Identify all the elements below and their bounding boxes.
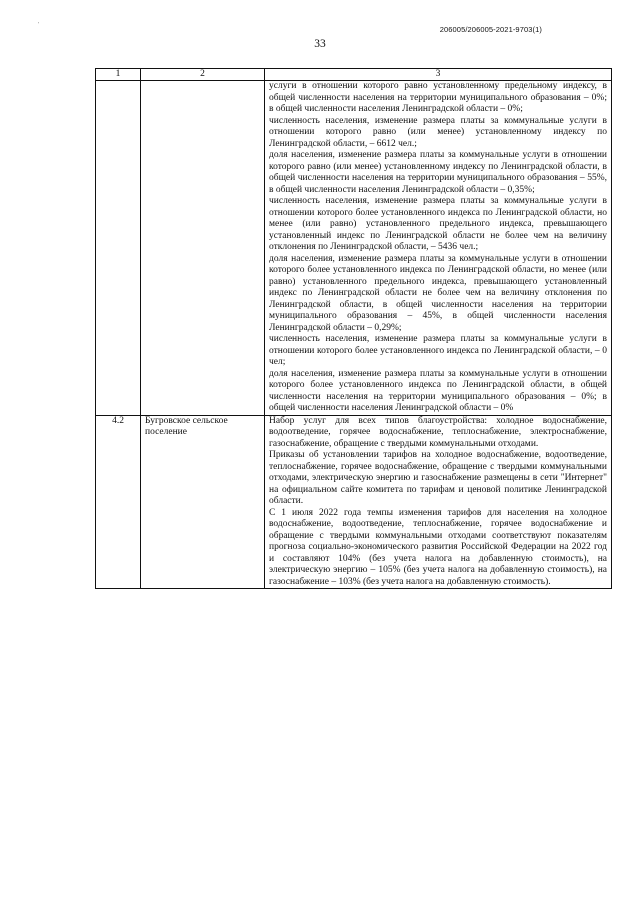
data-table <box>95 68 612 589</box>
paragraph: численность населения, изменение размера платы за коммунальные услуги в отношении которого равно (или менее) установленному индексу по Ленинградской области, – 6612 чел.; <box>269 115 607 149</box>
row-number <box>96 81 141 416</box>
paragraph: доля населения, изменение размера платы за коммунальные услуги в отношении которого более установленного индекса по Ленинградской области, в общей численности населения на территории муниципального образования – 0%; в общей численности населения Ленинградской области – 0% <box>269 368 607 413</box>
paragraph: услуги в отношении которого равно установленному предельному индексу, в общей численности населения на территории муниципального образования – 0%; в общей численности населения Ленинградской области – 0%; <box>269 81 607 114</box>
paragraph: Приказы об установлении тарифов на холодное водоснабжение, водоотведение, теплоснабжение, горячее водоснабжение, обращение с твердыми коммунальными отходами, электрическую энергию и газоснабжение размещены в сети "Интернет" на официальном сайте комитета по тарифам и ценовой политике Ленинградской области. <box>269 450 607 506</box>
table-row <box>96 81 612 416</box>
column-number: 2 <box>141 69 265 81</box>
column-number-row <box>96 69 612 81</box>
column-number: 1 <box>96 69 141 81</box>
paragraph: численность населения, изменение размера платы за коммунальные услуги в отношении которого более установленного индекса по Ленинградской области, – 0 чел; <box>269 334 607 367</box>
document-code: 206005/206005-2021-9703(1) <box>439 25 542 34</box>
paragraph: Набор услуг для всех типов благоустройства: холодное водоснабжение, водоотведение, горячее водоснабжение, теплоснабжение, электроснабжение, газоснабжение, обращение с твердыми коммунальными отходами. <box>269 415 607 449</box>
row-number: 4.2 <box>96 415 141 589</box>
row-content <box>265 415 612 589</box>
paragraph: С 1 июля 2022 года темпы изменения тарифов для населения на холодное водоснабжение, водоотведение, теплоснабжение, горячее водоснабжение и обращение с твердыми коммунальными отходами соответствуют показателям прогноза социально-экономического развития Российской Федерации на 2022 год и составляют 104% (без учета налога на добавленную стоимость), на электрическую энергию – 105% (без учета налога на добавленную стоимость), на газоснабжение – 103% (без учета налога на добавленную стоимость). <box>269 507 607 587</box>
table-row <box>96 415 612 589</box>
paragraph: доля населения, изменение размера платы за коммунальные услуги в отношении которого равно (или менее) установленному индексу по Ленинградской области, в общей численности населения на территории муниципального образования – 55%, в общей численности населения Ленинградской области – 0,35%; <box>269 150 607 195</box>
page-number: 33 <box>314 38 326 50</box>
paragraph: доля населения, изменение размера платы за коммунальные услуги в отношении которого более установленного индекса по Ленинградской области, но менее (или равно) установленного предельного индекса, превышающего установленный индекс по Ленинградской области не более чем на величину отклонения по Ленинградской области, в общей численности населения на территории муниципального образования – 45%, в общей численности населения Ленинградской области – 0,29%; <box>269 253 607 333</box>
row-content <box>265 81 612 416</box>
paragraph: численность населения, изменение размера платы за коммунальные услуги в отношении которого более установленного индекса по Ленинградской области, но менее (или равно) установленного предельного индекса, превышающего установленный индекс по Ленинградской области не более чем на величину отклонения по Ленинградской области, – 5436 чел.; <box>269 196 607 252</box>
row-name <box>141 81 265 416</box>
row-name: Бугровское сельское поселение <box>141 415 265 589</box>
column-number: 3 <box>265 69 612 81</box>
scan-mark: ' <box>38 22 40 28</box>
